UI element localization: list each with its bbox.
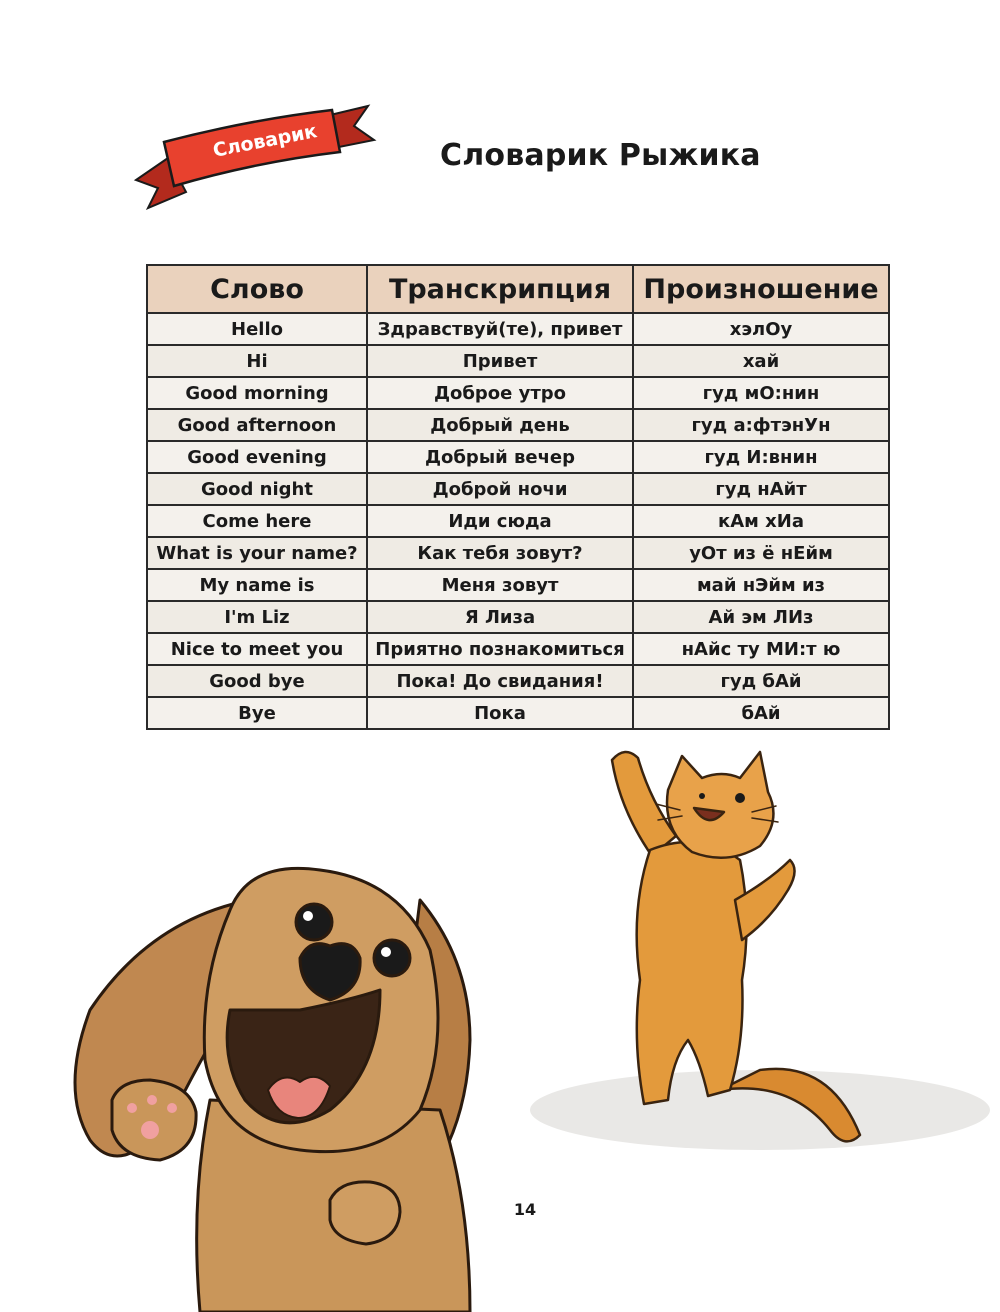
dog-eye-left-shine bbox=[303, 911, 313, 921]
dog-eye-right bbox=[374, 940, 410, 976]
pronunciation-cell: Ай эм ЛИз bbox=[633, 601, 889, 633]
pronunciation-cell: гуд И:внин bbox=[633, 441, 889, 473]
table-header-row bbox=[147, 265, 889, 313]
dog-paw-pad bbox=[141, 1121, 159, 1139]
word-cell: Nice to meet you bbox=[147, 633, 367, 665]
pronunciation-cell: бАй bbox=[633, 697, 889, 729]
cat-other-arm bbox=[735, 860, 795, 940]
cat-eye-right bbox=[735, 793, 745, 803]
word-cell: Good night bbox=[147, 473, 367, 505]
transcription-cell: Приятно познакомиться bbox=[367, 633, 633, 665]
pronunciation-cell: гуд а:фтэнУн bbox=[633, 409, 889, 441]
table-row bbox=[147, 601, 889, 633]
illustration bbox=[0, 740, 1000, 1312]
word-cell: Good afternoon bbox=[147, 409, 367, 441]
header-pronunciation: Произношение bbox=[633, 265, 889, 313]
table-row bbox=[147, 313, 889, 345]
transcription-cell: Здравствуй(те), привет bbox=[367, 313, 633, 345]
table-row bbox=[147, 633, 889, 665]
transcription-cell: Пока! До свидания! bbox=[367, 665, 633, 697]
table-row bbox=[147, 409, 889, 441]
transcription-cell: Добрый день bbox=[367, 409, 633, 441]
ribbon-label: Словарик bbox=[211, 120, 319, 162]
cat-body bbox=[637, 842, 747, 1104]
word-cell: Good bye bbox=[147, 665, 367, 697]
pronunciation-cell: хай bbox=[633, 345, 889, 377]
transcription-cell: Я Лиза bbox=[367, 601, 633, 633]
pronunciation-cell: хэлОу bbox=[633, 313, 889, 345]
cat-head bbox=[667, 752, 773, 858]
page-number: 14 bbox=[513, 1200, 537, 1219]
transcription-cell: Иди сюда bbox=[367, 505, 633, 537]
dog-paw-raised bbox=[112, 1080, 196, 1160]
cat-eye-left bbox=[699, 793, 705, 799]
transcription-cell: Пока bbox=[367, 697, 633, 729]
table-row bbox=[147, 569, 889, 601]
word-cell: My name is bbox=[147, 569, 367, 601]
dog-eye-left bbox=[296, 904, 332, 940]
dog-eye-right-shine bbox=[381, 947, 391, 957]
table-row bbox=[147, 377, 889, 409]
header-transcription: Транскрипция bbox=[367, 265, 633, 313]
table-row bbox=[147, 537, 889, 569]
vocabulary-table bbox=[146, 264, 890, 730]
header-word: Слово bbox=[147, 265, 367, 313]
table-row bbox=[147, 697, 889, 729]
word-cell: Hi bbox=[147, 345, 367, 377]
page-title: Словарик Рыжика bbox=[440, 138, 761, 173]
word-cell: What is your name? bbox=[147, 537, 367, 569]
table-row bbox=[147, 665, 889, 697]
word-cell: Good morning bbox=[147, 377, 367, 409]
dog-paw-front bbox=[330, 1182, 400, 1244]
transcription-cell: Доброй ночи bbox=[367, 473, 633, 505]
dog-paw-toe-1 bbox=[127, 1103, 137, 1113]
dog-paw-toe-2 bbox=[147, 1095, 157, 1105]
pronunciation-cell: май нЭйм из bbox=[633, 569, 889, 601]
transcription-cell: Как тебя зовут? bbox=[367, 537, 633, 569]
dog-paw-toe-3 bbox=[167, 1103, 177, 1113]
transcription-cell: Доброе утро bbox=[367, 377, 633, 409]
transcription-cell: Привет bbox=[367, 345, 633, 377]
pronunciation-cell: нАйс ту МИ:т ю bbox=[633, 633, 889, 665]
pronunciation-cell: гуд нАйт bbox=[633, 473, 889, 505]
pronunciation-cell: уОт из ё нЕйм bbox=[633, 537, 889, 569]
dog-illustration bbox=[75, 868, 470, 1312]
table-row bbox=[147, 505, 889, 537]
pronunciation-cell: гуд бАй bbox=[633, 665, 889, 697]
transcription-cell: Меня зовут bbox=[367, 569, 633, 601]
pronunciation-cell: кАм хИа bbox=[633, 505, 889, 537]
cat-illustration bbox=[612, 752, 860, 1141]
transcription-cell: Добрый вечер bbox=[367, 441, 633, 473]
table-row bbox=[147, 345, 889, 377]
pronunciation-cell: гуд мО:нин bbox=[633, 377, 889, 409]
table-row bbox=[147, 441, 889, 473]
table-row bbox=[147, 473, 889, 505]
word-cell: Come here bbox=[147, 505, 367, 537]
word-cell: I'm Liz bbox=[147, 601, 367, 633]
word-cell: Good evening bbox=[147, 441, 367, 473]
word-cell: Hello bbox=[147, 313, 367, 345]
word-cell: Bye bbox=[147, 697, 367, 729]
